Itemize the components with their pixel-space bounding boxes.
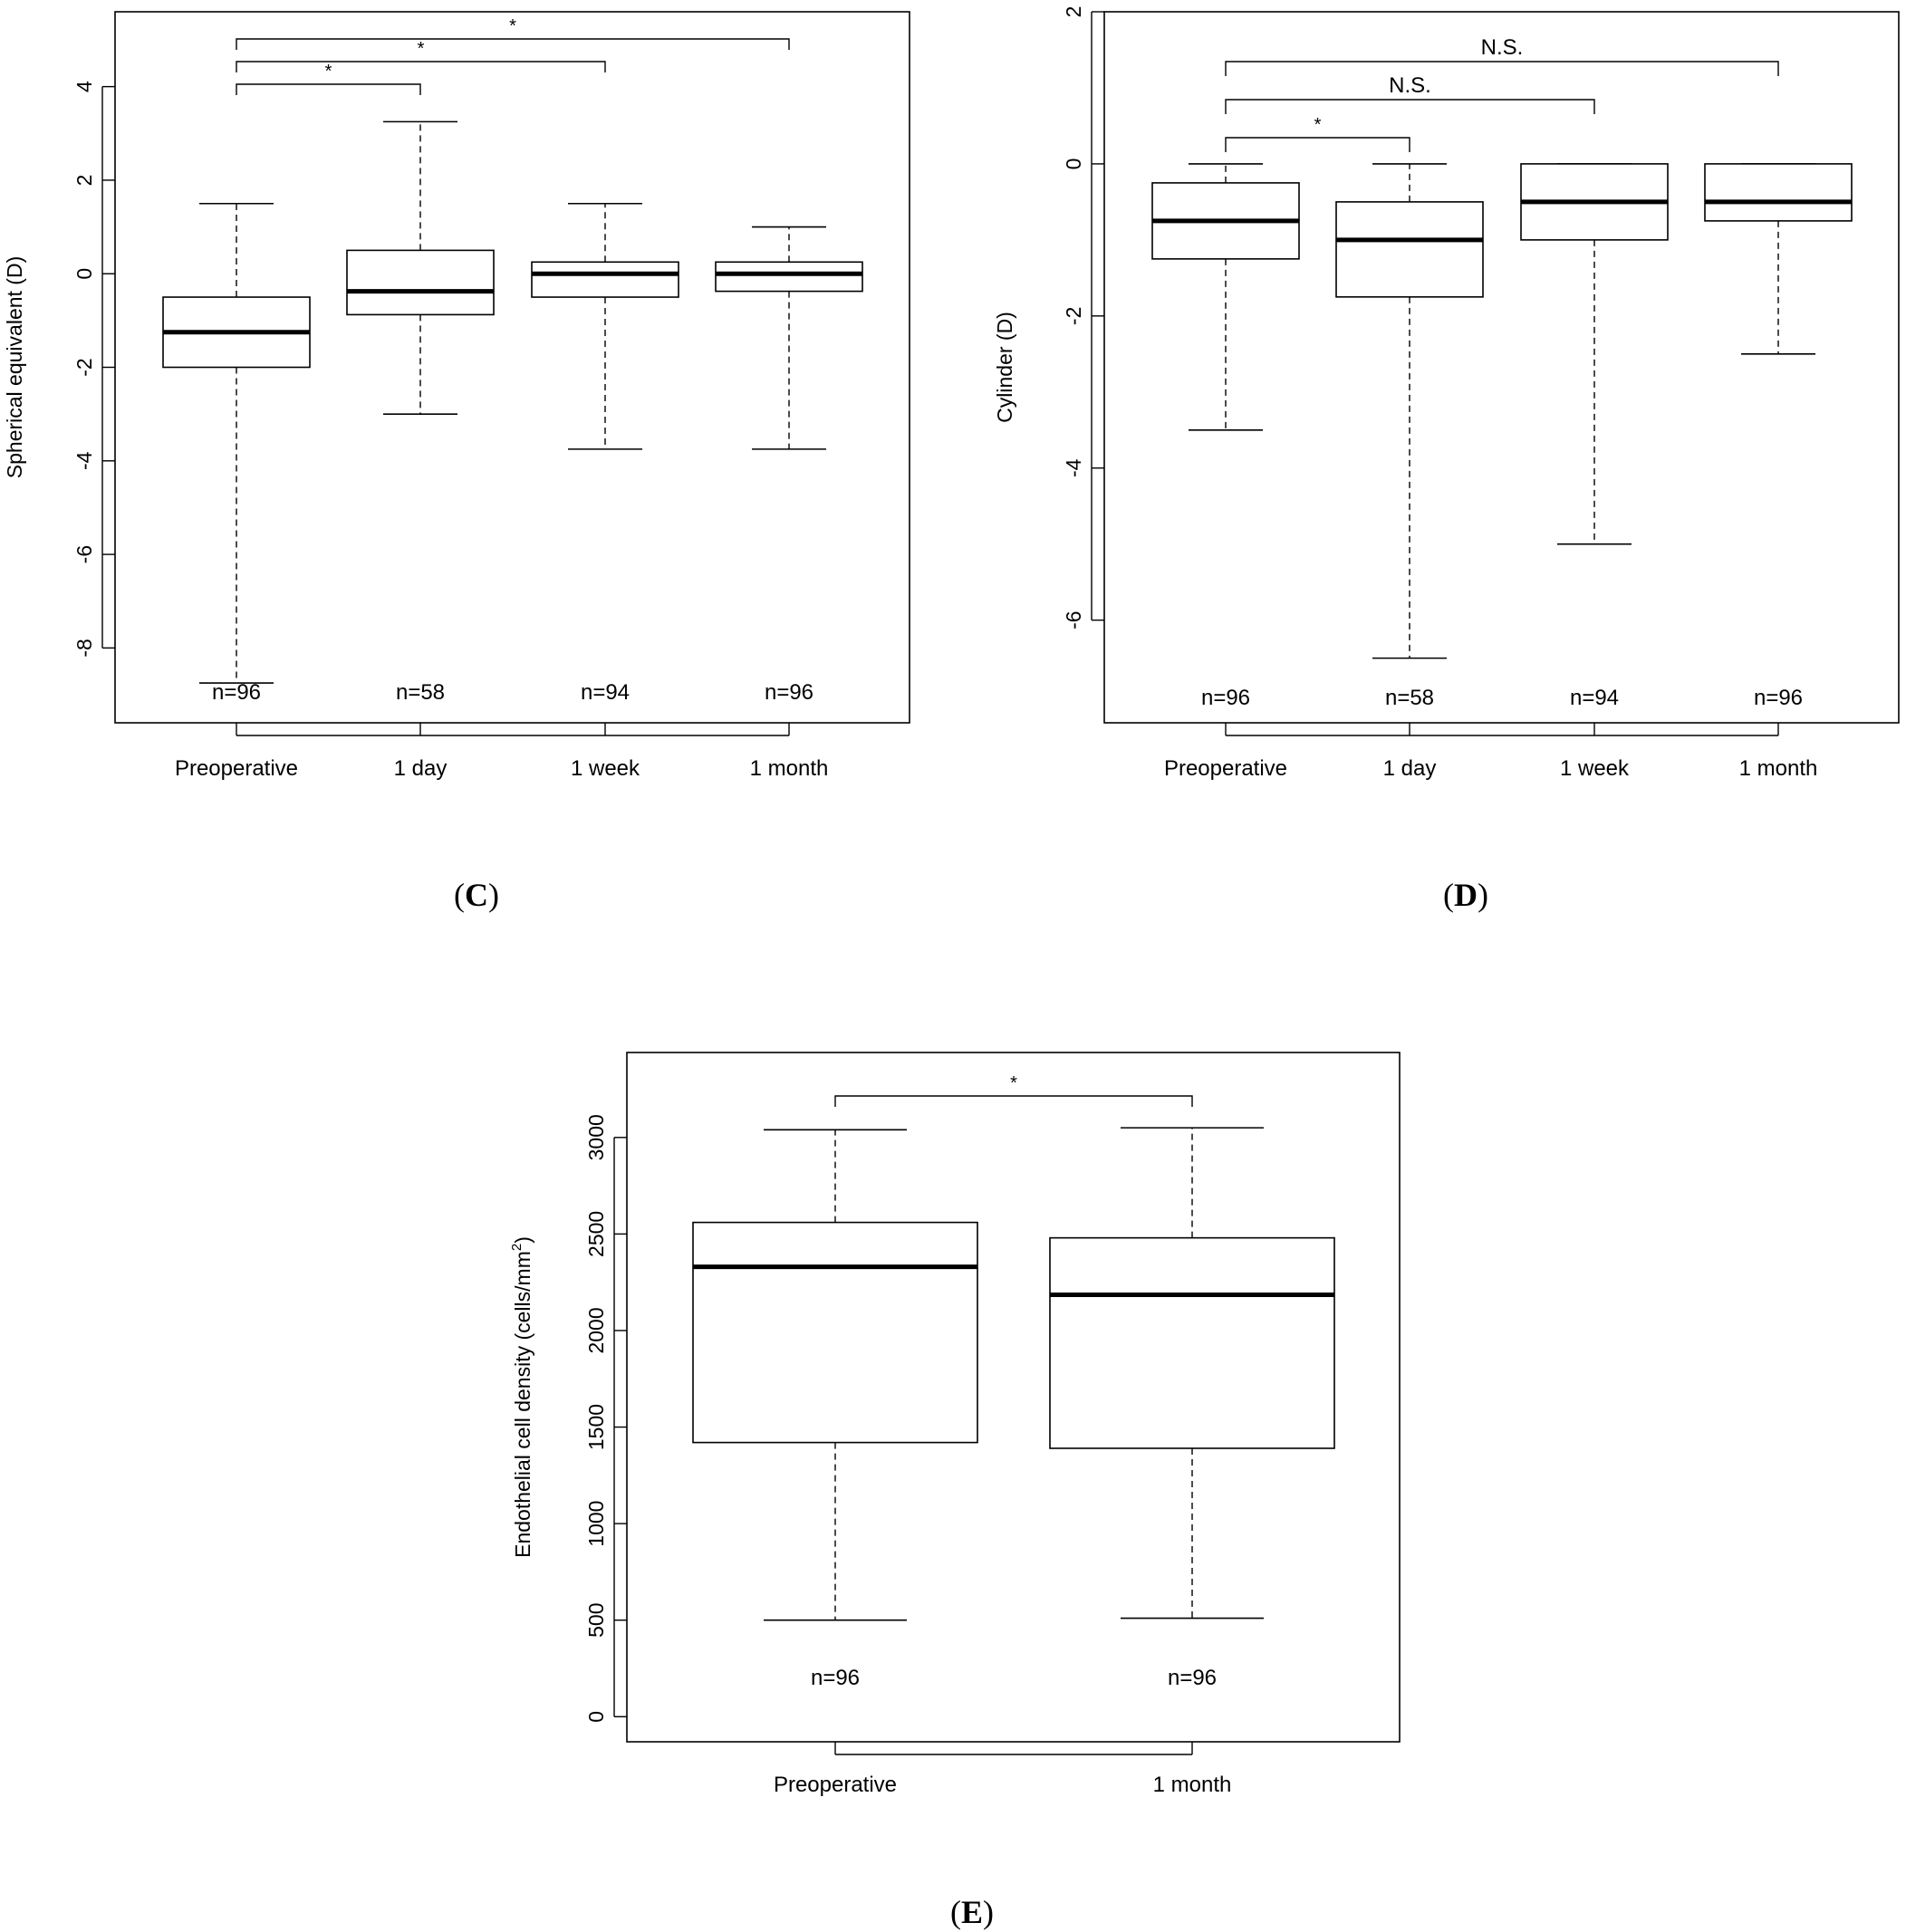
- significance-bracket: [1226, 73, 1594, 114]
- boxplot-1-week: [532, 204, 679, 705]
- y-tick-label: -8: [72, 639, 96, 658]
- significance-label: N.S.: [1480, 35, 1524, 60]
- y-tick-label: 1500: [584, 1403, 608, 1451]
- x-category-label-1-week: 1 week: [1559, 756, 1630, 781]
- boxplot-preoperative: [163, 204, 310, 705]
- y-tick-label: 2: [72, 174, 96, 187]
- iqr-box: [693, 1223, 977, 1443]
- significance-label: *: [509, 16, 516, 36]
- y-tick-label: 0: [72, 267, 96, 280]
- iqr-box: [532, 262, 679, 297]
- boxplot-1-month: [1050, 1128, 1334, 1690]
- y-tick-label: -2: [1062, 306, 1085, 326]
- y-tick-label: 2500: [584, 1210, 608, 1257]
- y-tick-label: -6: [1062, 610, 1085, 630]
- sample-size-label: n=58: [395, 680, 446, 705]
- panel-e-endothelial-cell-density: [509, 1053, 1400, 1930]
- sample-size-label: n=96: [1167, 1666, 1218, 1690]
- y-tick-label: 500: [584, 1602, 608, 1638]
- significance-bracket: [1226, 35, 1778, 76]
- y-axis-title: Spherical equivalent (D): [3, 255, 26, 479]
- y-tick-label: 4: [72, 81, 96, 93]
- bracket-line: [1226, 100, 1594, 114]
- x-category-label-1-week: 1 week: [570, 756, 640, 781]
- y-axis-title: Endothelial cell density $(cells/mm^2)$: [509, 1236, 534, 1558]
- iqr-box: [1336, 202, 1483, 297]
- sample-size-label: n=96: [211, 680, 262, 705]
- sample-size-label: n=58: [1384, 686, 1435, 710]
- bracket-line: [1226, 62, 1778, 76]
- bracket-line: [1226, 138, 1410, 152]
- boxplot-preoperative: [693, 1129, 977, 1690]
- significance-bracket: [835, 1073, 1192, 1107]
- y-tick-label: 0: [584, 1710, 608, 1723]
- panel-label: (E): [949, 1894, 995, 1930]
- iqr-box: [716, 262, 862, 291]
- y-tick-label: 0: [1062, 158, 1085, 170]
- bracket-line: [236, 84, 420, 95]
- sample-size-label: n=96: [1200, 686, 1251, 710]
- significance-label: N.S.: [1389, 73, 1431, 98]
- x-category-label-1-month: 1 month: [1738, 756, 1818, 781]
- panel-d-cylinder: [993, 6, 1899, 913]
- boxplot-1-month: [716, 227, 862, 705]
- iqr-box: [1705, 164, 1852, 221]
- significance-label: *: [1010, 1073, 1017, 1093]
- x-category-label-1-day: 1 day: [1382, 756, 1437, 781]
- sample-size-label: n=94: [1569, 686, 1620, 710]
- significance-label: *: [1314, 115, 1322, 135]
- y-tick-label: -4: [72, 451, 96, 471]
- boxplot-preoperative: [1152, 164, 1299, 710]
- sample-size-label: n=94: [580, 680, 631, 705]
- bracket-line: [835, 1096, 1192, 1107]
- y-tick-label: 1000: [584, 1500, 608, 1547]
- y-tick-label: 2000: [584, 1307, 608, 1354]
- sample-size-label: n=96: [1753, 686, 1804, 710]
- significance-bracket: [236, 16, 789, 50]
- y-tick-label: -2: [72, 358, 96, 377]
- plot-frame: [1104, 12, 1899, 723]
- boxplot-1-week: [1521, 164, 1668, 710]
- y-tick-label: 3000: [584, 1114, 608, 1161]
- panel-label: (C): [454, 877, 499, 913]
- boxplot-1-day: [1336, 164, 1483, 710]
- x-category-label-1-month: 1 month: [749, 756, 829, 781]
- x-category-label-preoperative: Preoperative: [773, 1773, 898, 1797]
- significance-label: *: [417, 39, 425, 59]
- y-axis-title: Cylinder (D): [993, 312, 1016, 423]
- y-tick-label: 2: [1062, 5, 1085, 18]
- bracket-line: [236, 62, 605, 72]
- sample-size-label: n=96: [764, 680, 814, 705]
- boxplot-1-month: [1705, 164, 1852, 710]
- x-category-label-preoperative: Preoperative: [1163, 756, 1288, 781]
- panel-label: (D): [1443, 877, 1488, 913]
- y-tick-label: -6: [72, 544, 96, 564]
- significance-bracket: [236, 39, 605, 72]
- panel-c-spherical-equivalent: [3, 12, 910, 913]
- bracket-line: [236, 39, 789, 50]
- boxplot-1-day: [347, 121, 494, 705]
- significance-bracket: [1226, 115, 1410, 152]
- y-tick-label: -4: [1062, 458, 1085, 477]
- sample-size-label: n=96: [810, 1666, 861, 1690]
- significance-bracket: [236, 62, 420, 95]
- iqr-box: [1050, 1238, 1334, 1448]
- x-category-label-preoperative: Preoperative: [174, 756, 299, 781]
- x-category-label-1-month: 1 month: [1152, 1773, 1232, 1797]
- x-category-label-1-day: 1 day: [393, 756, 448, 781]
- significance-label: *: [324, 62, 332, 82]
- iqr-box: [347, 250, 494, 314]
